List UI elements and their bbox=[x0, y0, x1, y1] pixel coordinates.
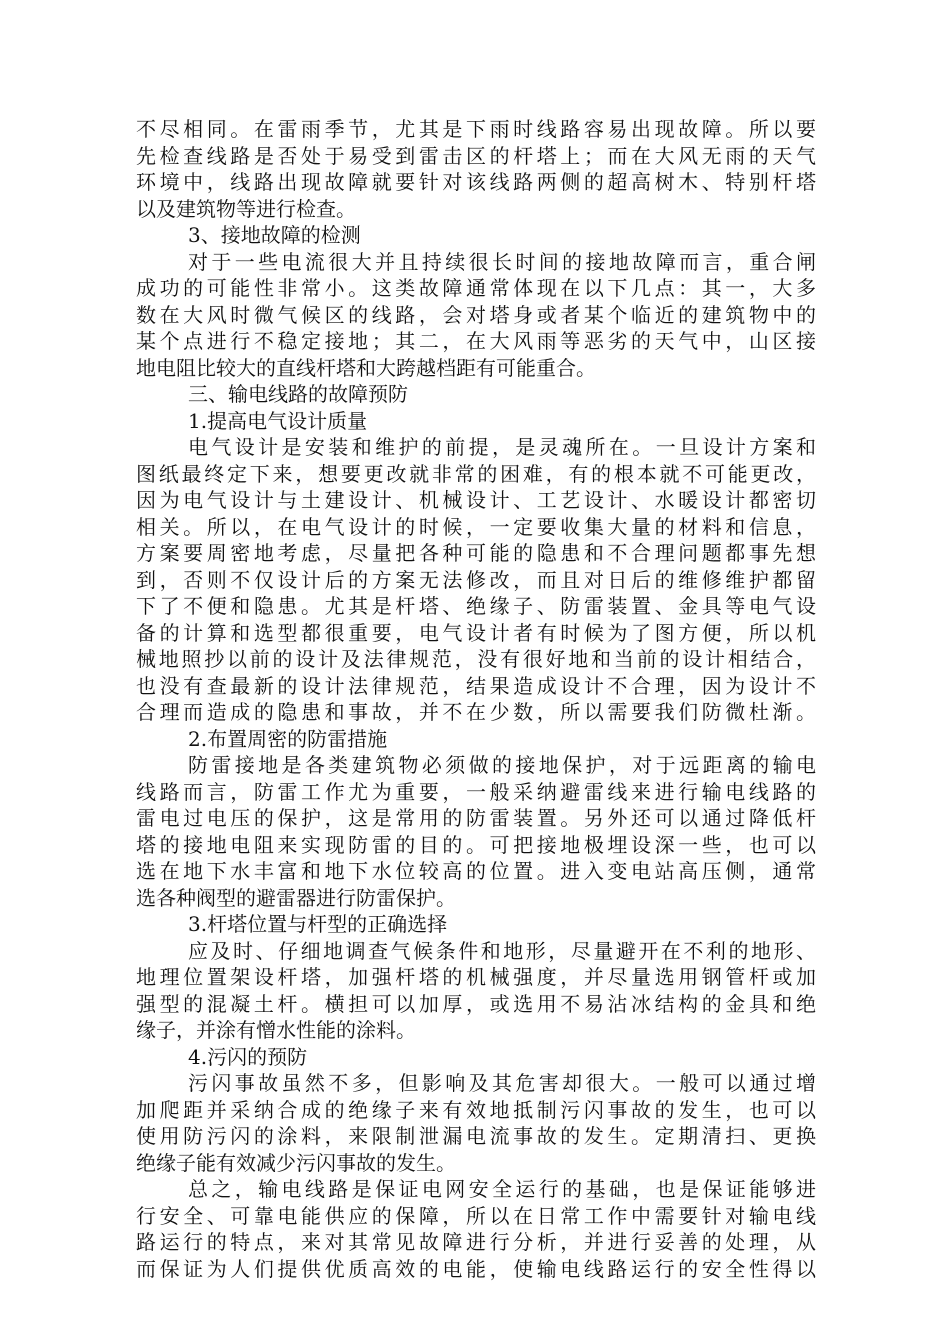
text-line: 图纸最终定下来，想要更改就非常的困难，有的根本就不可能更改， bbox=[136, 461, 816, 486]
text-line: 防雷接地是各类建筑物必须做的接地保护，对于远距离的输电 bbox=[188, 753, 816, 777]
text-line: 电气设计是安装和维护的前提，是灵魂所在。一旦设计方案和 bbox=[188, 435, 816, 459]
text-line: 方案要周密地考虑，尽量把各种可能的隐患和不合理问题都事先想 bbox=[136, 541, 816, 565]
text-line: 1.提高电气设计质量 bbox=[188, 408, 368, 433]
text-line: 不尽相同。在雷雨季节，尤其是下雨时线路容易出现故障。所以要 bbox=[136, 117, 816, 141]
text-line: 选各种阀型的避雷器进行防雷保护。 bbox=[136, 885, 456, 910]
document-body bbox=[136, 116, 816, 1282]
text-line: 污闪事故虽然不多，但影响及其危害却很大。一般可以通过增 bbox=[188, 1071, 816, 1095]
text-line: 环境中，线路出现故障就要针对该线路两侧的超高树木、特别杆塔 bbox=[136, 170, 816, 194]
text-line: 缘子，并涂有憎水性能的涂料。 bbox=[136, 1018, 416, 1042]
text-line: 以及建筑物等进行检查。 bbox=[136, 196, 356, 221]
text-line: 下了不便和隐患。尤其是杆塔、绝缘子、防雷装置、金具等电气设 bbox=[136, 594, 816, 618]
text-line: 3、接地故障的检测 bbox=[188, 223, 361, 247]
text-line: 相关。所以，在电气设计的时候，一定要收集大量的材料和信息， bbox=[136, 514, 816, 539]
text-line: 3.杆塔位置与杆型的正确选择 bbox=[188, 912, 448, 936]
text-line: 地理位置架设杆塔，加强杆塔的机械强度，并尽量选用钢管杆或加 bbox=[136, 965, 816, 989]
text-line: 数在大风时微气候区的线路，会对塔身或者某个临近的建筑物中的 bbox=[136, 302, 816, 327]
text-line: 因为电气设计与土建设计、机械设计、工艺设计、水暖设计都密切 bbox=[136, 488, 816, 512]
text-line: 应及时、仔细地调查气候条件和地形，尽量避开在不利的地形、 bbox=[188, 938, 816, 963]
text-line: 地电阻比较大的直线杆塔和大跨越档距有可能重合。 bbox=[136, 355, 596, 380]
text-line: 绝缘子能有效减少污闪事故的发生。 bbox=[136, 1150, 456, 1175]
text-line: 总之，输电线路是保证电网安全运行的基础，也是保证能够进 bbox=[188, 1177, 816, 1201]
text-line: 加爬距并采纳合成的绝缘子来有效地抵制污闪事故的发生，也可以 bbox=[136, 1097, 816, 1122]
text-line: 三、输电线路的故障预防 bbox=[188, 382, 408, 406]
text-line: 2.布置周密的防雷措施 bbox=[188, 726, 388, 751]
text-line: 先检查线路是否处于易受到雷击区的杆塔上；而在大风无雨的天气 bbox=[136, 143, 816, 168]
text-line: 行安全、可靠电能供应的保障，所以在日常工作中需要针对输电线 bbox=[136, 1203, 816, 1228]
text-line: 对于一些电流很大并且持续很长时间的接地故障而言，重合闸 bbox=[188, 249, 816, 274]
text-line: 塔的接地电阻来实现防雷的目的。可把接地极埋设深一些，也可以 bbox=[136, 832, 816, 857]
text-line: 强型的混凝土杆。横担可以加厚，或选用不易沾冰结构的金具和绝 bbox=[136, 991, 816, 1016]
text-line: 某个点进行不稳定接地；其二，在大风雨等恶劣的天气中，山区接 bbox=[136, 329, 816, 353]
text-line: 也没有查最新的设计法律规范，结果造成设计不合理，因为设计不 bbox=[136, 673, 816, 698]
text-line: 到，否则不仅设计后的方案无法修改，而且对日后的维修维护都留 bbox=[136, 567, 816, 592]
text-line: 合理而造成的隐患和事故，并不在少数，所以需要我们防微杜渐。 bbox=[136, 700, 816, 724]
text-line: 4.污闪的预防 bbox=[188, 1044, 308, 1069]
text-line: 选在地下水丰富和地下水位较高的位置。进入变电站高压侧，通常 bbox=[136, 859, 816, 883]
text-line: 线路而言，防雷工作尤为重要，一般采纳避雷线来进行输电线路的 bbox=[136, 779, 816, 804]
text-line: 而保证为人们提供优质高效的电能，使输电线路运行的安全性得以 bbox=[136, 1256, 816, 1281]
text-line: 械地照抄以前的设计及法律规范，没有很好地和当前的设计相结合， bbox=[136, 647, 816, 671]
text-line: 使用防污闪的涂料，来限制泄漏电流事故的发生。定期清扫、更换 bbox=[136, 1124, 816, 1148]
text-line: 备的计算和选型都很重要，电气设计者有时候为了图方便，所以机 bbox=[136, 620, 816, 645]
text-line: 路运行的特点，来对其常见故障进行分析，并进行妥善的处理，从 bbox=[136, 1230, 816, 1254]
text-line: 雷电过电压的保护，这是常用的防雷装置。另外还可以通过降低杆 bbox=[136, 806, 816, 830]
text-line: 成功的可能性非常小。这类故障通常体现在以下几点：其一，大多 bbox=[136, 276, 816, 300]
